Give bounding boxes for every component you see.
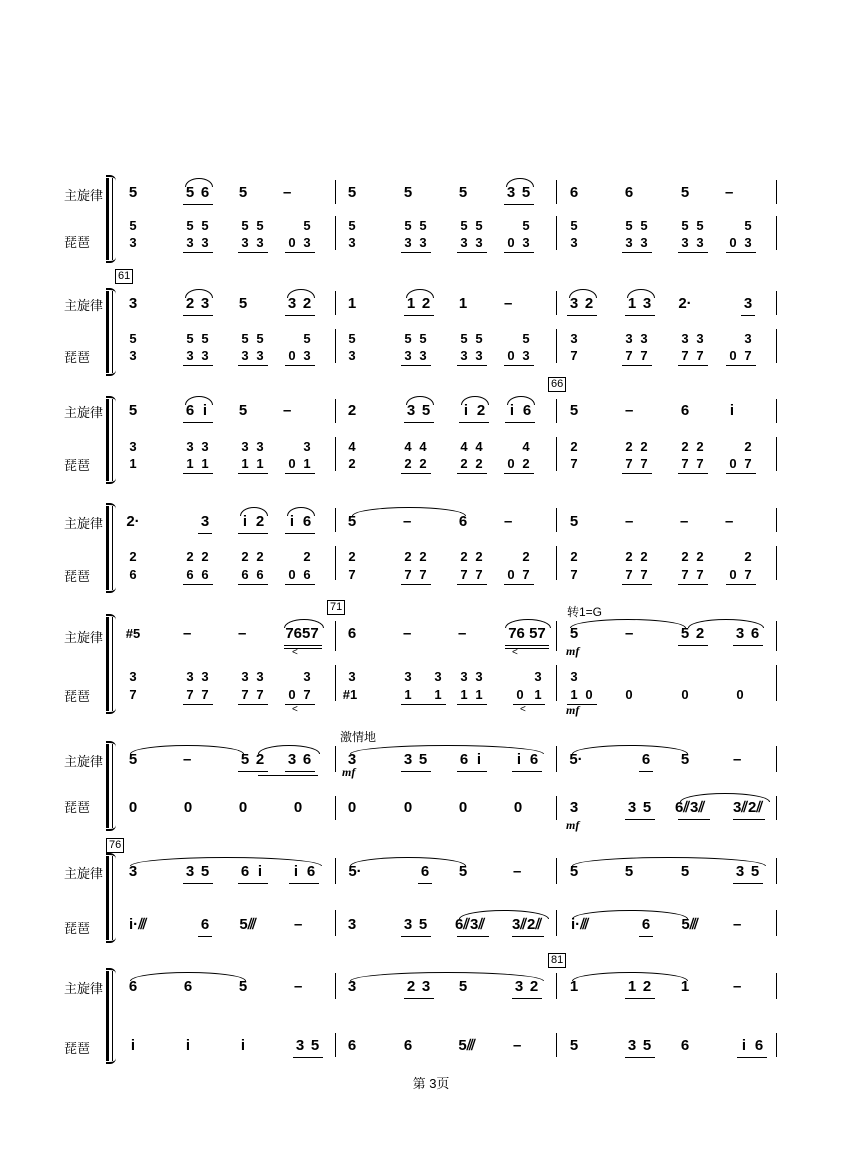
pipa-upper: 5 5 5 5 5 5 5 5 5 5 5 5 5 5 5 5 5 5: [129, 218, 752, 233]
pipa-upper: 3 3 3 3 3 3 4 4 4 4 4 4 2 2 2 2 2 2: [129, 439, 752, 454]
part-label-melody: 主旋律: [64, 188, 104, 203]
measure-number: 61: [115, 269, 133, 284]
note: 5: [680, 184, 690, 201]
system-3: [0, 393, 862, 485]
system-7: [0, 850, 862, 946]
note: 5: [403, 184, 413, 201]
dynamic-mark: mf: [566, 818, 580, 832]
pipa-upper: 3 3 3 3 3 3 3 3 3 3 3 3 3: [129, 669, 578, 684]
part-label-melody: 主旋律: [64, 981, 104, 996]
dynamic-mark: mf: [566, 644, 580, 658]
melody-line: #5 – – 7657 < 6 – – 76 57 < 5 – 5 2 3 6: [0, 625, 862, 645]
part-label-melody: 主旋律: [64, 405, 104, 420]
melody-line: 5 5 6 5 – 5 5 5 3 5 6 6 5 –: [0, 184, 862, 204]
measure-number: 71: [327, 600, 345, 615]
pipa-lower: 3 3 3 3 3 0 3 3 3 3 3 3 0 3 7 7 7 7 7 0 7: [0, 347, 862, 367]
system-2: [0, 285, 862, 377]
pipa-lower: 7 7 7 7 7 0 7 < #1 1 1 1 1 0 1 < 1 0 0 0 0: [129, 687, 744, 715]
pipa-lower: 6 6 6 6 6 0 6 7 7 7 7 7 0 7 7 7 7 7 7 0 7: [0, 566, 862, 586]
pipa-lower: 1 1 1 1 1 0 1 2 2 2 2 2 0 2 7 7 7 7 7 0 7: [0, 455, 862, 475]
part-label-pipa: 琵琶: [64, 458, 91, 473]
expression-mark: 激情地: [340, 730, 377, 744]
measure-number: 76: [106, 838, 124, 853]
part-label-pipa: 琵琶: [64, 689, 91, 704]
note: 3: [506, 184, 516, 201]
melody-line: 6 6 5 – 3 2 3 5 3 2 1 1 2 1 –: [0, 978, 862, 998]
dynamic-mark: mf: [566, 703, 580, 717]
part-label-melody: 主旋律: [64, 754, 104, 769]
pipa-line: 0 0 0 0 0 0 0 0 3 3 5 6⫽3⫽ 3⫽2⫽: [0, 799, 862, 819]
part-label-pipa: 琵琶: [64, 235, 91, 250]
pipa-upper: 5 5 5 5 5 5 5 5 5 5 5 5 3 3 3 3 3 3: [129, 331, 752, 346]
measure-number: 81: [548, 953, 566, 968]
part-label-pipa: 琵琶: [64, 800, 91, 815]
page-number: 第 3页: [412, 1076, 450, 1091]
key-change: 转1=G: [567, 605, 603, 619]
melody-line: 3 2 3 5 3 2 1 1 2 1 – 3 2 1 3 2· 3: [0, 295, 862, 315]
pipa-line: i·⫻ 6 5⫻ – 3 3 5 6⫽3⫽ 3⫽2⫽ i·⫻ 6 5⫻ –: [0, 916, 862, 936]
part-label-pipa: 琵琶: [64, 569, 91, 584]
melody-line: 3 3 5 6 i i 6 5· 6 5 – 5 5 5 3 5: [0, 863, 862, 883]
part-label-melody: 主旋律: [64, 866, 104, 881]
note: 6: [624, 184, 634, 201]
note: 5: [458, 184, 468, 201]
melody-line: 5 6 i 5 – 2 3 5 i 2 i 6 5 – 6 i: [0, 402, 862, 422]
note: 6: [569, 184, 579, 201]
note: 5: [521, 184, 531, 201]
system-4: [0, 502, 862, 594]
note: 5: [238, 184, 248, 201]
pipa-upper: 2 2 2 2 2 2 2 2 2 2 2 2 2 2 2 2 2 2: [129, 549, 752, 564]
system-8: [0, 965, 862, 1065]
melody-line: 2· 3 i 2 i 6 5 – 6 – 5 – – –: [0, 513, 862, 533]
part-label-melody: 主旋律: [64, 630, 104, 645]
note: 5: [128, 184, 138, 201]
part-label-pipa: 琵琶: [64, 1041, 91, 1056]
part-label-melody: 主旋律: [64, 516, 104, 531]
system-1: [0, 172, 862, 264]
dynamic-mark: mf: [342, 765, 356, 779]
pipa-line: i i i 3 5 6 6 5⫻ – 5 3 5 6 i 6: [0, 1037, 862, 1057]
system-5: [0, 615, 862, 715]
system-6: [0, 738, 862, 834]
measure-number: 66: [548, 377, 566, 392]
pipa-lower: 3 3 3 3 3 0 3 3 3 3 3 3 0 3 3 3 3 3 3 0 3: [0, 234, 862, 254]
part-label-pipa: 琵琶: [64, 350, 91, 365]
note: 5: [185, 184, 195, 201]
part-label-melody: 主旋律: [64, 298, 104, 313]
note: 5: [347, 184, 357, 201]
note: 6: [200, 184, 210, 201]
melody-line: 5 – 5 2 3 6 3 3 5 6 i i 6 5· 6 5 –: [0, 751, 862, 771]
part-label-pipa: 琵琶: [64, 921, 91, 936]
